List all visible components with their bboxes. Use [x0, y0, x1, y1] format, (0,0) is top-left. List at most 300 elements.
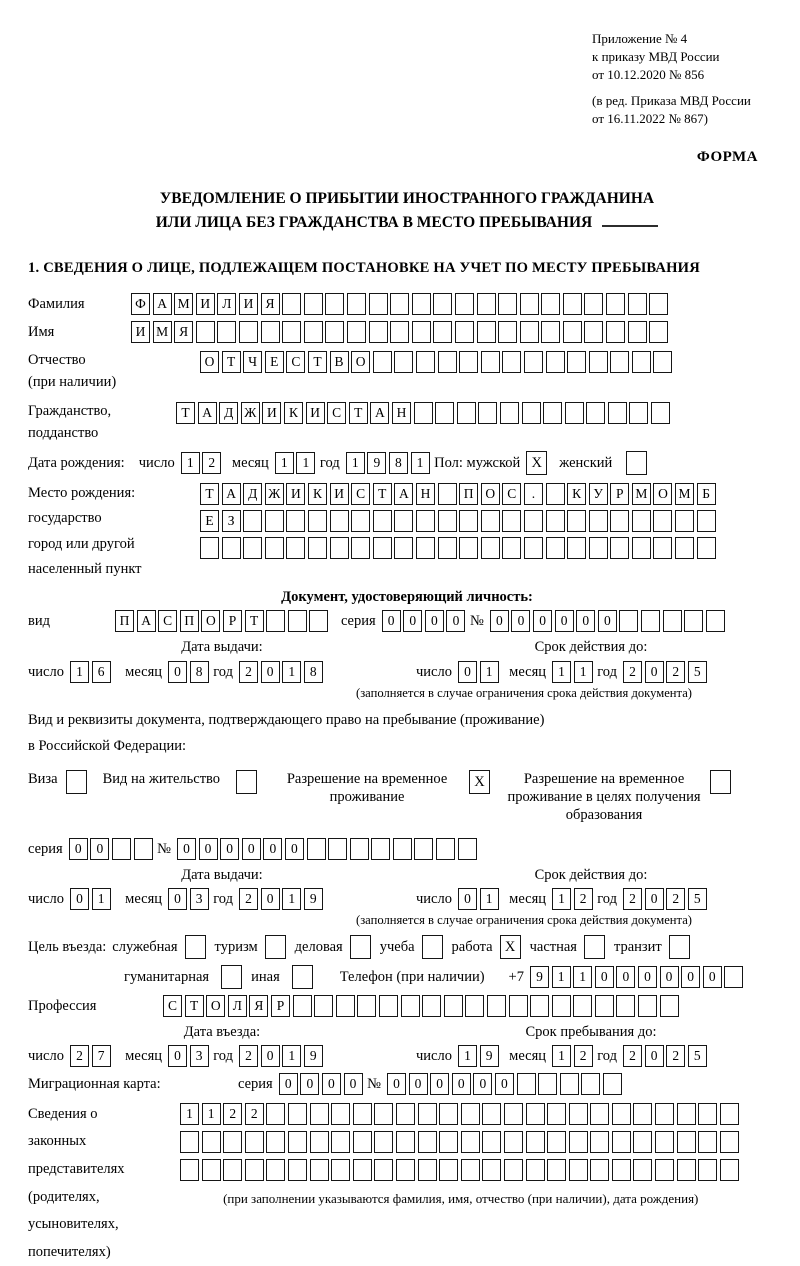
- char-box[interactable]: О: [653, 483, 672, 505]
- char-box[interactable]: [180, 1159, 199, 1181]
- char-box[interactable]: 1: [552, 888, 571, 910]
- identity-issue-day-boxes[interactable]: [70, 661, 113, 683]
- char-box[interactable]: [459, 351, 478, 373]
- identity-kind-boxes[interactable]: [115, 610, 331, 632]
- char-box[interactable]: [266, 1103, 285, 1125]
- char-box[interactable]: [565, 402, 584, 424]
- char-box[interactable]: [196, 321, 215, 343]
- char-box[interactable]: [546, 483, 565, 505]
- char-box[interactable]: 0: [595, 966, 614, 988]
- char-box[interactable]: [304, 321, 323, 343]
- char-box[interactable]: [595, 995, 614, 1017]
- char-box[interactable]: [435, 402, 454, 424]
- char-box[interactable]: С: [286, 351, 305, 373]
- char-box[interactable]: [653, 351, 672, 373]
- char-box[interactable]: [482, 1131, 501, 1153]
- char-box[interactable]: [522, 402, 541, 424]
- char-box[interactable]: [633, 1159, 652, 1181]
- char-box[interactable]: [307, 838, 326, 860]
- char-box[interactable]: 1: [574, 661, 593, 683]
- char-box[interactable]: [282, 321, 301, 343]
- char-box[interactable]: 0: [220, 838, 239, 860]
- char-box[interactable]: [541, 293, 560, 315]
- char-box[interactable]: 9: [480, 1045, 499, 1067]
- migration-series-boxes[interactable]: [279, 1073, 365, 1095]
- char-box[interactable]: 0: [382, 610, 401, 632]
- char-box[interactable]: И: [286, 483, 305, 505]
- stay-year-boxes[interactable]: [623, 1045, 709, 1067]
- residence-issue-year-boxes[interactable]: [239, 888, 325, 910]
- char-box[interactable]: [414, 402, 433, 424]
- char-box[interactable]: [396, 1131, 415, 1153]
- char-box[interactable]: [697, 537, 716, 559]
- char-box[interactable]: [632, 537, 651, 559]
- birth-year-boxes[interactable]: [346, 452, 432, 474]
- char-box[interactable]: И: [239, 293, 258, 315]
- residence-permit-checkbox[interactable]: [236, 770, 257, 794]
- char-box[interactable]: [684, 610, 703, 632]
- char-box[interactable]: [347, 321, 366, 343]
- char-box[interactable]: М: [675, 483, 694, 505]
- char-box[interactable]: [589, 351, 608, 373]
- char-box[interactable]: [310, 1131, 329, 1153]
- entry-day-boxes[interactable]: [70, 1045, 113, 1067]
- study-checkbox[interactable]: [422, 935, 443, 959]
- char-box[interactable]: [478, 402, 497, 424]
- char-box[interactable]: 1: [296, 452, 315, 474]
- char-box[interactable]: [610, 537, 629, 559]
- char-box[interactable]: 0: [638, 966, 657, 988]
- char-box[interactable]: Ф: [131, 293, 150, 315]
- char-box[interactable]: [481, 510, 500, 532]
- char-box[interactable]: 1: [552, 966, 571, 988]
- char-box[interactable]: [439, 1131, 458, 1153]
- char-box[interactable]: [581, 1073, 600, 1095]
- char-box[interactable]: [589, 510, 608, 532]
- char-box[interactable]: [261, 321, 280, 343]
- char-box[interactable]: [390, 321, 409, 343]
- char-box[interactable]: [569, 1103, 588, 1125]
- char-box[interactable]: К: [284, 402, 303, 424]
- char-box[interactable]: [438, 351, 457, 373]
- char-box[interactable]: С: [163, 995, 182, 1017]
- char-box[interactable]: 3: [190, 888, 209, 910]
- char-box[interactable]: 0: [177, 838, 196, 860]
- char-box[interactable]: [649, 321, 668, 343]
- char-box[interactable]: 0: [495, 1073, 514, 1095]
- char-box[interactable]: [675, 510, 694, 532]
- char-box[interactable]: [373, 537, 392, 559]
- char-box[interactable]: [677, 1159, 696, 1181]
- char-box[interactable]: [610, 351, 629, 373]
- char-box[interactable]: С: [502, 483, 521, 505]
- char-box[interactable]: 5: [688, 888, 707, 910]
- char-box[interactable]: [560, 1073, 579, 1095]
- char-box[interactable]: [498, 321, 517, 343]
- profession-boxes[interactable]: [163, 995, 681, 1017]
- birth-place-row1-boxes[interactable]: [200, 483, 718, 505]
- char-box[interactable]: 0: [285, 838, 304, 860]
- stay-month-boxes[interactable]: [552, 1045, 595, 1067]
- char-box[interactable]: [455, 321, 474, 343]
- char-box[interactable]: [538, 1073, 557, 1095]
- char-box[interactable]: [526, 1159, 545, 1181]
- char-box[interactable]: А: [153, 293, 172, 315]
- char-box[interactable]: 1: [480, 888, 499, 910]
- private-checkbox[interactable]: [584, 935, 605, 959]
- char-box[interactable]: 2: [623, 888, 642, 910]
- other-purpose-checkbox[interactable]: [292, 965, 313, 989]
- char-box[interactable]: [481, 351, 500, 373]
- char-box[interactable]: 0: [261, 661, 280, 683]
- char-box[interactable]: [438, 510, 457, 532]
- char-box[interactable]: 9: [367, 452, 386, 474]
- entry-year-boxes[interactable]: [239, 1045, 325, 1067]
- char-box[interactable]: [586, 402, 605, 424]
- work-checkbox[interactable]: X: [500, 935, 521, 959]
- char-box[interactable]: 0: [576, 610, 595, 632]
- char-box[interactable]: [422, 995, 441, 1017]
- char-box[interactable]: [603, 1073, 622, 1095]
- char-box[interactable]: П: [459, 483, 478, 505]
- char-box[interactable]: 0: [90, 838, 109, 860]
- char-box[interactable]: [351, 537, 370, 559]
- char-box[interactable]: 2: [623, 661, 642, 683]
- char-box[interactable]: [633, 1131, 652, 1153]
- char-box[interactable]: [698, 1131, 717, 1153]
- char-box[interactable]: [418, 1103, 437, 1125]
- char-box[interactable]: [308, 510, 327, 532]
- char-box[interactable]: 0: [70, 888, 89, 910]
- char-box[interactable]: [394, 510, 413, 532]
- char-box[interactable]: [641, 610, 660, 632]
- char-box[interactable]: [653, 510, 672, 532]
- char-box[interactable]: [563, 293, 582, 315]
- char-box[interactable]: [374, 1159, 393, 1181]
- char-box[interactable]: 2: [574, 888, 593, 910]
- char-box[interactable]: [552, 995, 571, 1017]
- char-box[interactable]: 5: [688, 1045, 707, 1067]
- char-box[interactable]: [606, 293, 625, 315]
- char-box[interactable]: 2: [202, 452, 221, 474]
- char-box[interactable]: [498, 293, 517, 315]
- char-box[interactable]: 2: [245, 1103, 264, 1125]
- char-box[interactable]: [524, 510, 543, 532]
- char-box[interactable]: [336, 995, 355, 1017]
- char-box[interactable]: [223, 1159, 242, 1181]
- identity-issue-year-boxes[interactable]: [239, 661, 325, 683]
- char-box[interactable]: Я: [249, 995, 268, 1017]
- char-box[interactable]: [504, 1131, 523, 1153]
- char-box[interactable]: [373, 351, 392, 373]
- char-box[interactable]: 2: [666, 888, 685, 910]
- char-box[interactable]: [504, 1159, 523, 1181]
- char-box[interactable]: [393, 838, 412, 860]
- char-box[interactable]: [436, 838, 455, 860]
- phone-boxes[interactable]: [530, 966, 746, 988]
- char-box[interactable]: [569, 1131, 588, 1153]
- char-box[interactable]: 0: [660, 966, 679, 988]
- char-box[interactable]: [374, 1103, 393, 1125]
- representatives-row3-boxes[interactable]: [180, 1159, 741, 1181]
- char-box[interactable]: С: [158, 610, 177, 632]
- char-box[interactable]: Т: [185, 995, 204, 1017]
- business-checkbox[interactable]: [350, 935, 371, 959]
- char-box[interactable]: [724, 966, 743, 988]
- char-box[interactable]: М: [153, 321, 172, 343]
- char-box[interactable]: [310, 1159, 329, 1181]
- char-box[interactable]: 1: [480, 661, 499, 683]
- char-box[interactable]: Р: [271, 995, 290, 1017]
- char-box[interactable]: [524, 351, 543, 373]
- char-box[interactable]: [439, 1103, 458, 1125]
- char-box[interactable]: [547, 1103, 566, 1125]
- char-box[interactable]: [304, 293, 323, 315]
- char-box[interactable]: [373, 510, 392, 532]
- char-box[interactable]: 0: [69, 838, 88, 860]
- surname-boxes[interactable]: [131, 293, 671, 315]
- char-box[interactable]: [520, 321, 539, 343]
- residence-issue-month-boxes[interactable]: [168, 888, 211, 910]
- char-box[interactable]: 8: [304, 661, 323, 683]
- char-box[interactable]: И: [330, 483, 349, 505]
- char-box[interactable]: [222, 537, 241, 559]
- residence-series-boxes[interactable]: [69, 838, 155, 860]
- char-box[interactable]: 1: [282, 888, 301, 910]
- citizenship-boxes[interactable]: [176, 402, 673, 424]
- char-box[interactable]: [677, 1131, 696, 1153]
- char-box[interactable]: 0: [261, 1045, 280, 1067]
- char-box[interactable]: [438, 537, 457, 559]
- char-box[interactable]: П: [115, 610, 134, 632]
- char-box[interactable]: Р: [610, 483, 629, 505]
- char-box[interactable]: [482, 1103, 501, 1125]
- char-box[interactable]: [502, 537, 521, 559]
- char-box[interactable]: [308, 537, 327, 559]
- char-box[interactable]: [632, 351, 651, 373]
- char-box[interactable]: [482, 1159, 501, 1181]
- char-box[interactable]: 0: [279, 1073, 298, 1095]
- char-box[interactable]: 0: [645, 661, 664, 683]
- char-box[interactable]: [353, 1159, 372, 1181]
- identity-number-boxes[interactable]: [490, 610, 728, 632]
- char-box[interactable]: 0: [598, 610, 617, 632]
- char-box[interactable]: [567, 510, 586, 532]
- char-box[interactable]: А: [394, 483, 413, 505]
- char-box[interactable]: Т: [200, 483, 219, 505]
- char-box[interactable]: 6: [92, 661, 111, 683]
- char-box[interactable]: Н: [392, 402, 411, 424]
- char-box[interactable]: 0: [168, 888, 187, 910]
- char-box[interactable]: 8: [190, 661, 209, 683]
- char-box[interactable]: О: [206, 995, 225, 1017]
- char-box[interactable]: [633, 1103, 652, 1125]
- char-box[interactable]: [628, 321, 647, 343]
- char-box[interactable]: [660, 995, 679, 1017]
- char-box[interactable]: 0: [458, 888, 477, 910]
- char-box[interactable]: 1: [92, 888, 111, 910]
- char-box[interactable]: [396, 1103, 415, 1125]
- representatives-row1-boxes[interactable]: [180, 1103, 741, 1125]
- char-box[interactable]: [638, 995, 657, 1017]
- char-box[interactable]: [612, 1103, 631, 1125]
- char-box[interactable]: Я: [174, 321, 193, 343]
- char-box[interactable]: 9: [304, 1045, 323, 1067]
- char-box[interactable]: [314, 995, 333, 1017]
- char-box[interactable]: [439, 1159, 458, 1181]
- char-box[interactable]: А: [370, 402, 389, 424]
- char-box[interactable]: [217, 321, 236, 343]
- char-box[interactable]: Т: [176, 402, 195, 424]
- char-box[interactable]: У: [589, 483, 608, 505]
- char-box[interactable]: [573, 995, 592, 1017]
- char-box[interactable]: 2: [223, 1103, 242, 1125]
- business-trip-checkbox[interactable]: [185, 935, 206, 959]
- char-box[interactable]: 0: [645, 1045, 664, 1067]
- char-box[interactable]: [202, 1131, 221, 1153]
- char-box[interactable]: [675, 537, 694, 559]
- char-box[interactable]: Д: [219, 402, 238, 424]
- char-box[interactable]: [266, 610, 285, 632]
- char-box[interactable]: Ч: [243, 351, 262, 373]
- char-box[interactable]: 0: [458, 661, 477, 683]
- char-box[interactable]: [697, 510, 716, 532]
- char-box[interactable]: [328, 838, 347, 860]
- char-box[interactable]: 2: [623, 1045, 642, 1067]
- char-box[interactable]: [720, 1159, 739, 1181]
- char-box[interactable]: [223, 1131, 242, 1153]
- char-box[interactable]: 0: [703, 966, 722, 988]
- tourism-checkbox[interactable]: [265, 935, 286, 959]
- char-box[interactable]: [390, 293, 409, 315]
- char-box[interactable]: 0: [681, 966, 700, 988]
- char-box[interactable]: 5: [688, 661, 707, 683]
- char-box[interactable]: М: [632, 483, 651, 505]
- visa-checkbox[interactable]: [66, 770, 87, 794]
- char-box[interactable]: 0: [261, 888, 280, 910]
- char-box[interactable]: 2: [666, 661, 685, 683]
- char-box[interactable]: [649, 293, 668, 315]
- char-box[interactable]: 0: [168, 1045, 187, 1067]
- char-box[interactable]: [502, 351, 521, 373]
- char-box[interactable]: 0: [555, 610, 574, 632]
- char-box[interactable]: [629, 402, 648, 424]
- char-box[interactable]: [200, 537, 219, 559]
- identity-series-boxes[interactable]: [382, 610, 468, 632]
- char-box[interactable]: П: [180, 610, 199, 632]
- char-box[interactable]: [438, 483, 457, 505]
- char-box[interactable]: [288, 1159, 307, 1181]
- char-box[interactable]: [282, 293, 301, 315]
- char-box[interactable]: [351, 510, 370, 532]
- char-box[interactable]: [520, 293, 539, 315]
- char-box[interactable]: [459, 537, 478, 559]
- patronymic-boxes[interactable]: [200, 351, 675, 373]
- char-box[interactable]: 8: [389, 452, 408, 474]
- char-box[interactable]: Е: [265, 351, 284, 373]
- birth-month-boxes[interactable]: [275, 452, 318, 474]
- char-box[interactable]: К: [308, 483, 327, 505]
- char-box[interactable]: И: [262, 402, 281, 424]
- humanitarian-checkbox[interactable]: [221, 965, 242, 989]
- char-box[interactable]: [353, 1131, 372, 1153]
- char-box[interactable]: [461, 1131, 480, 1153]
- char-box[interactable]: В: [330, 351, 349, 373]
- char-box[interactable]: Л: [217, 293, 236, 315]
- char-box[interactable]: 0: [199, 838, 218, 860]
- char-box[interactable]: [541, 321, 560, 343]
- char-box[interactable]: [458, 838, 477, 860]
- char-box[interactable]: О: [351, 351, 370, 373]
- char-box[interactable]: [526, 1131, 545, 1153]
- char-box[interactable]: [180, 1131, 199, 1153]
- char-box[interactable]: [663, 610, 682, 632]
- char-box[interactable]: [457, 402, 476, 424]
- char-box[interactable]: 2: [239, 661, 258, 683]
- char-box[interactable]: [706, 610, 725, 632]
- stay-day-boxes[interactable]: [458, 1045, 501, 1067]
- char-box[interactable]: [628, 293, 647, 315]
- char-box[interactable]: 1: [458, 1045, 477, 1067]
- char-box[interactable]: [547, 1131, 566, 1153]
- char-box[interactable]: [412, 321, 431, 343]
- char-box[interactable]: Т: [349, 402, 368, 424]
- identity-issue-month-boxes[interactable]: [168, 661, 211, 683]
- char-box[interactable]: Т: [222, 351, 241, 373]
- char-box[interactable]: [500, 402, 519, 424]
- char-box[interactable]: 1: [180, 1103, 199, 1125]
- char-box[interactable]: [698, 1159, 717, 1181]
- char-box[interactable]: [325, 293, 344, 315]
- temporary-residence-education-checkbox[interactable]: [710, 770, 731, 794]
- char-box[interactable]: Л: [228, 995, 247, 1017]
- char-box[interactable]: [331, 1159, 350, 1181]
- char-box[interactable]: А: [137, 610, 156, 632]
- char-box[interactable]: [567, 351, 586, 373]
- char-box[interactable]: [546, 351, 565, 373]
- char-box[interactable]: 2: [574, 1045, 593, 1067]
- char-box[interactable]: [433, 321, 452, 343]
- char-box[interactable]: [517, 1073, 536, 1095]
- char-box[interactable]: [371, 838, 390, 860]
- char-box[interactable]: [243, 510, 262, 532]
- char-box[interactable]: 0: [452, 1073, 471, 1095]
- char-box[interactable]: [612, 1159, 631, 1181]
- char-box[interactable]: 0: [168, 661, 187, 683]
- char-box[interactable]: Б: [697, 483, 716, 505]
- char-box[interactable]: О: [481, 483, 500, 505]
- char-box[interactable]: О: [201, 610, 220, 632]
- sex-female-checkbox[interactable]: [626, 451, 647, 475]
- char-box[interactable]: Я: [261, 293, 280, 315]
- char-box[interactable]: Р: [223, 610, 242, 632]
- char-box[interactable]: [720, 1131, 739, 1153]
- char-box[interactable]: [655, 1131, 674, 1153]
- char-box[interactable]: [286, 537, 305, 559]
- char-box[interactable]: [418, 1131, 437, 1153]
- char-box[interactable]: [698, 1103, 717, 1125]
- char-box[interactable]: [524, 537, 543, 559]
- char-box[interactable]: 1: [70, 661, 89, 683]
- char-box[interactable]: 3: [190, 1045, 209, 1067]
- residence-valid-day-boxes[interactable]: [458, 888, 501, 910]
- char-box[interactable]: 9: [530, 966, 549, 988]
- char-box[interactable]: [245, 1159, 264, 1181]
- char-box[interactable]: [202, 1159, 221, 1181]
- char-box[interactable]: [416, 537, 435, 559]
- char-box[interactable]: [265, 510, 284, 532]
- char-box[interactable]: [293, 995, 312, 1017]
